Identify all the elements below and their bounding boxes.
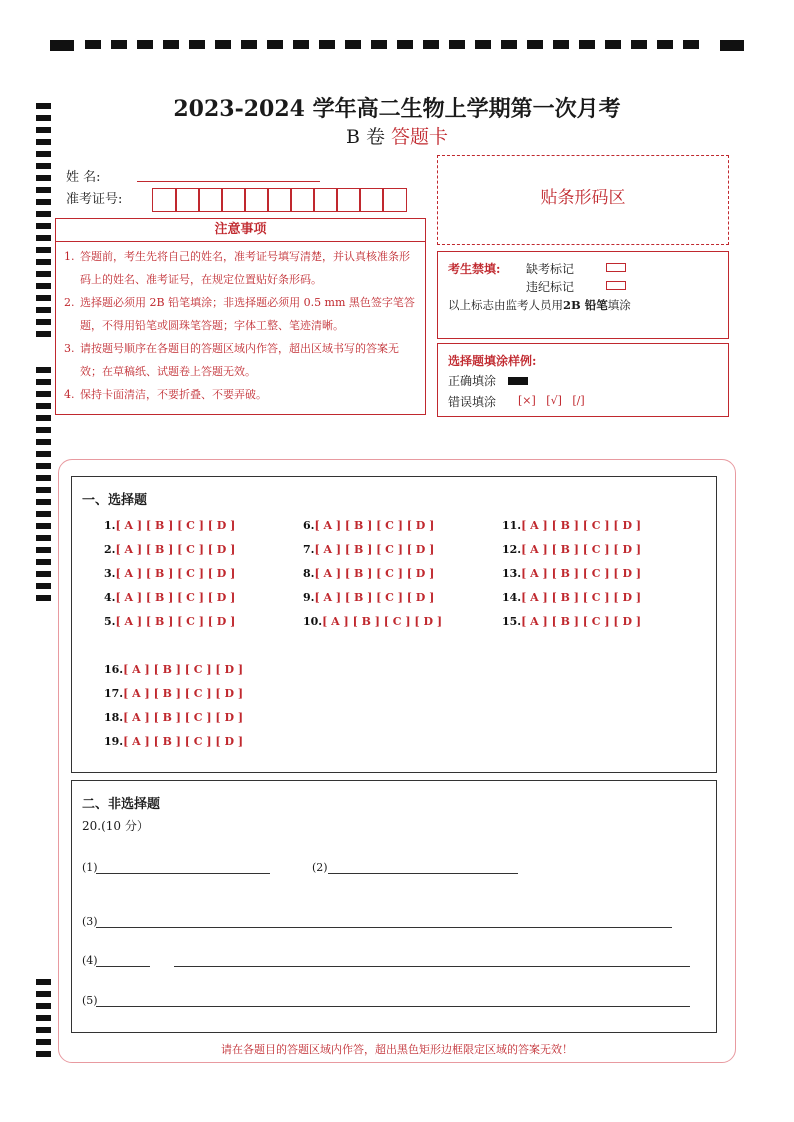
bubble-options[interactable]: [ A ] [ B ] [ C ] [ D ]: [115, 567, 236, 580]
notice-item: [64, 291, 420, 337]
correct-fill-sample: [508, 377, 528, 385]
absent-mark-box[interactable]: [606, 263, 626, 272]
question-number: 13.: [502, 567, 522, 580]
question-20-label: 20.(10 分）: [82, 819, 149, 833]
question-number: 7.: [303, 543, 315, 556]
bubble-options[interactable]: [ A ] [ B ] [ C ] [ D ]: [123, 735, 244, 748]
violation-mark-label: 违纪标记: [526, 280, 575, 294]
wrong-fill-label: 错误填涂: [448, 395, 497, 409]
question-row[interactable]: [303, 615, 442, 628]
question-number: 9.: [303, 591, 315, 604]
notice-item-text: 请按题号顺序在各题目的答题区域内作答，超出区域书写的答案无效；在草稿纸、试题卷上答题无效。: [80, 342, 399, 378]
section-title: 二、非选择题: [82, 797, 161, 812]
exam-id-digit-box[interactable]: [336, 188, 361, 212]
blank-label: (4): [82, 954, 98, 967]
bubble-options[interactable]: [ A ] [ B ] [ C ] [ D ]: [521, 543, 642, 556]
question-number: 8.: [303, 567, 315, 580]
fill-sample-panel: [437, 343, 729, 417]
question-row[interactable]: [303, 543, 434, 556]
exam-id-digit-box[interactable]: [382, 188, 407, 212]
exam-id-digit-box[interactable]: [244, 188, 269, 212]
notice-item-number: 4.: [64, 388, 75, 401]
question-number: 3.: [104, 567, 116, 580]
exam-id-digit-box[interactable]: [313, 188, 338, 212]
name-label: 姓 名:: [66, 170, 101, 185]
bubble-options[interactable]: [ A ] [ B ] [ C ] [ D ]: [123, 663, 244, 676]
answer-line[interactable]: [174, 965, 690, 967]
blank-label: (3): [82, 915, 98, 928]
question-row[interactable]: [303, 591, 434, 604]
question-number: 12.: [502, 543, 522, 556]
notice-item: [64, 383, 420, 406]
notice-item-text: 保持卡面清洁，不要折叠、不要弄破。: [80, 388, 267, 401]
question-number: 16.: [104, 663, 124, 676]
exam-id-digit-box[interactable]: [359, 188, 384, 212]
bubble-options[interactable]: [ A ] [ B ] [ C ] [ D ]: [314, 567, 435, 580]
bubble-options[interactable]: [ A ] [ B ] [ C ] [ D ]: [115, 543, 236, 556]
proctor-note-bold: 2B 铅笔: [563, 298, 608, 312]
notice-item-text: 答题前，考生先将自己的姓名，准考证号填写清楚，并认真核准条形码上的姓名、准考证号，在规定位置贴好条形码。: [80, 250, 410, 286]
answer-line[interactable]: [96, 1005, 690, 1007]
bubble-options[interactable]: [ A ] [ B ] [ C ] [ D ]: [322, 615, 443, 628]
question-number: 15.: [502, 615, 522, 628]
violation-mark-box[interactable]: [606, 281, 626, 290]
question-row[interactable]: [502, 567, 641, 580]
question-row[interactable]: [502, 543, 641, 556]
bubble-options[interactable]: [ A ] [ B ] [ C ] [ D ]: [123, 711, 244, 724]
exam-id-digit-box[interactable]: [290, 188, 315, 212]
proctor-only-label: 考生禁填:: [448, 262, 501, 276]
question-number: 11.: [502, 519, 522, 532]
notice-title: 注意事项: [56, 219, 425, 242]
question-row[interactable]: [104, 591, 235, 604]
exam-id-label: 准考证号:: [66, 192, 123, 207]
question-number: 2.: [104, 543, 116, 556]
free-response-section: [71, 780, 717, 1033]
question-number: 14.: [502, 591, 522, 604]
wrong-fill-samples: [×] [√] [/]: [518, 394, 585, 407]
answer-line[interactable]: [96, 926, 672, 928]
question-row[interactable]: [104, 663, 243, 676]
blank-label: (1): [82, 861, 98, 874]
question-number: 6.: [303, 519, 315, 532]
page-subtitle: [0, 122, 794, 149]
question-number: 17.: [104, 687, 124, 700]
exam-id-digit-box[interactable]: [221, 188, 246, 212]
notice-item-text: 选择题必须用 2B 铅笔填涂；非选择题必须用 0.5 mm 黑色签字笔答题，不得用铅笔或圆珠笔答题；字体工整、笔迹清晰。: [80, 296, 415, 332]
section-title: 一、选择题: [82, 493, 148, 508]
name-field[interactable]: [137, 180, 320, 182]
question-row[interactable]: [104, 519, 235, 532]
subtitle-prefix: B 卷: [345, 126, 385, 148]
question-row[interactable]: [502, 615, 641, 628]
bubble-options[interactable]: [ A ] [ B ] [ C ] [ D ]: [521, 591, 642, 604]
bubble-options[interactable]: [ A ] [ B ] [ C ] [ D ]: [115, 615, 236, 628]
bubble-options[interactable]: [ A ] [ B ] [ C ] [ D ]: [314, 591, 435, 604]
exam-id-digit-box[interactable]: [198, 188, 223, 212]
exam-id-boxes: [152, 188, 407, 212]
bubble-options[interactable]: [ A ] [ B ] [ C ] [ D ]: [521, 615, 642, 628]
question-number: 19.: [104, 735, 124, 748]
question-row[interactable]: [502, 519, 641, 532]
notice-item: [64, 337, 420, 383]
multiple-choice-section: [71, 476, 717, 773]
bubble-options[interactable]: [ A ] [ B ] [ C ] [ D ]: [521, 519, 642, 532]
question-number: 4.: [104, 591, 116, 604]
question-row[interactable]: [104, 567, 235, 580]
subtitle-suffix: 答题卡: [391, 126, 449, 148]
question-row[interactable]: [502, 591, 641, 604]
bubble-options[interactable]: [ A ] [ B ] [ C ] [ D ]: [521, 567, 642, 580]
correct-fill-label: 正确填涂: [448, 374, 497, 388]
notice-item-number: 2.: [64, 296, 75, 309]
page-title: 2023-2024 学年高二生物上学期第一次月考: [173, 96, 621, 122]
bubble-options[interactable]: [ A ] [ B ] [ C ] [ D ]: [115, 591, 236, 604]
bubble-options[interactable]: [ A ] [ B ] [ C ] [ D ]: [123, 687, 244, 700]
question-number: 18.: [104, 711, 124, 724]
notice-panel: [55, 218, 426, 415]
blank-label: (5): [82, 994, 98, 1007]
question-row[interactable]: [104, 543, 235, 556]
question-number: 5.: [104, 615, 116, 628]
answer-line[interactable]: [328, 872, 518, 874]
proctor-note-prefix: 以上标志由监考人员用: [448, 298, 563, 312]
question-number: 1.: [104, 519, 116, 532]
notice-item-number: 3.: [64, 342, 75, 355]
question-row[interactable]: [104, 711, 243, 724]
bubble-options[interactable]: [ A ] [ B ] [ C ] [ D ]: [115, 519, 236, 532]
question-row[interactable]: [303, 519, 434, 532]
absent-mark-label: 缺考标记: [526, 262, 575, 276]
answer-line[interactable]: [96, 965, 150, 967]
fill-sample-title: 选择题填涂样例:: [448, 354, 537, 368]
footer-warning: 请在各题目的答题区域内作答，超出黑色矩形边框限定区域的答案无效！: [221, 1043, 573, 1056]
barcode-area: 贴条形码区: [437, 155, 729, 245]
proctor-note: [448, 297, 631, 313]
exam-id-digit-box[interactable]: [267, 188, 292, 212]
bubble-options[interactable]: [ A ] [ B ] [ C ] [ D ]: [314, 519, 435, 532]
proctor-only-panel: [437, 251, 729, 339]
question-row[interactable]: [104, 615, 235, 628]
notice-item: [64, 245, 420, 291]
exam-id-digit-box[interactable]: [152, 188, 177, 212]
answer-line[interactable]: [96, 872, 270, 874]
question-row[interactable]: [104, 687, 243, 700]
proctor-note-suffix: 填涂: [607, 298, 631, 312]
blank-label: (2): [312, 861, 328, 874]
bubble-options[interactable]: [ A ] [ B ] [ C ] [ D ]: [314, 543, 435, 556]
exam-id-digit-box[interactable]: [175, 188, 200, 212]
question-row[interactable]: [104, 735, 243, 748]
question-number: 10.: [303, 615, 323, 628]
notice-item-number: 1.: [64, 250, 75, 263]
question-row[interactable]: [303, 567, 434, 580]
